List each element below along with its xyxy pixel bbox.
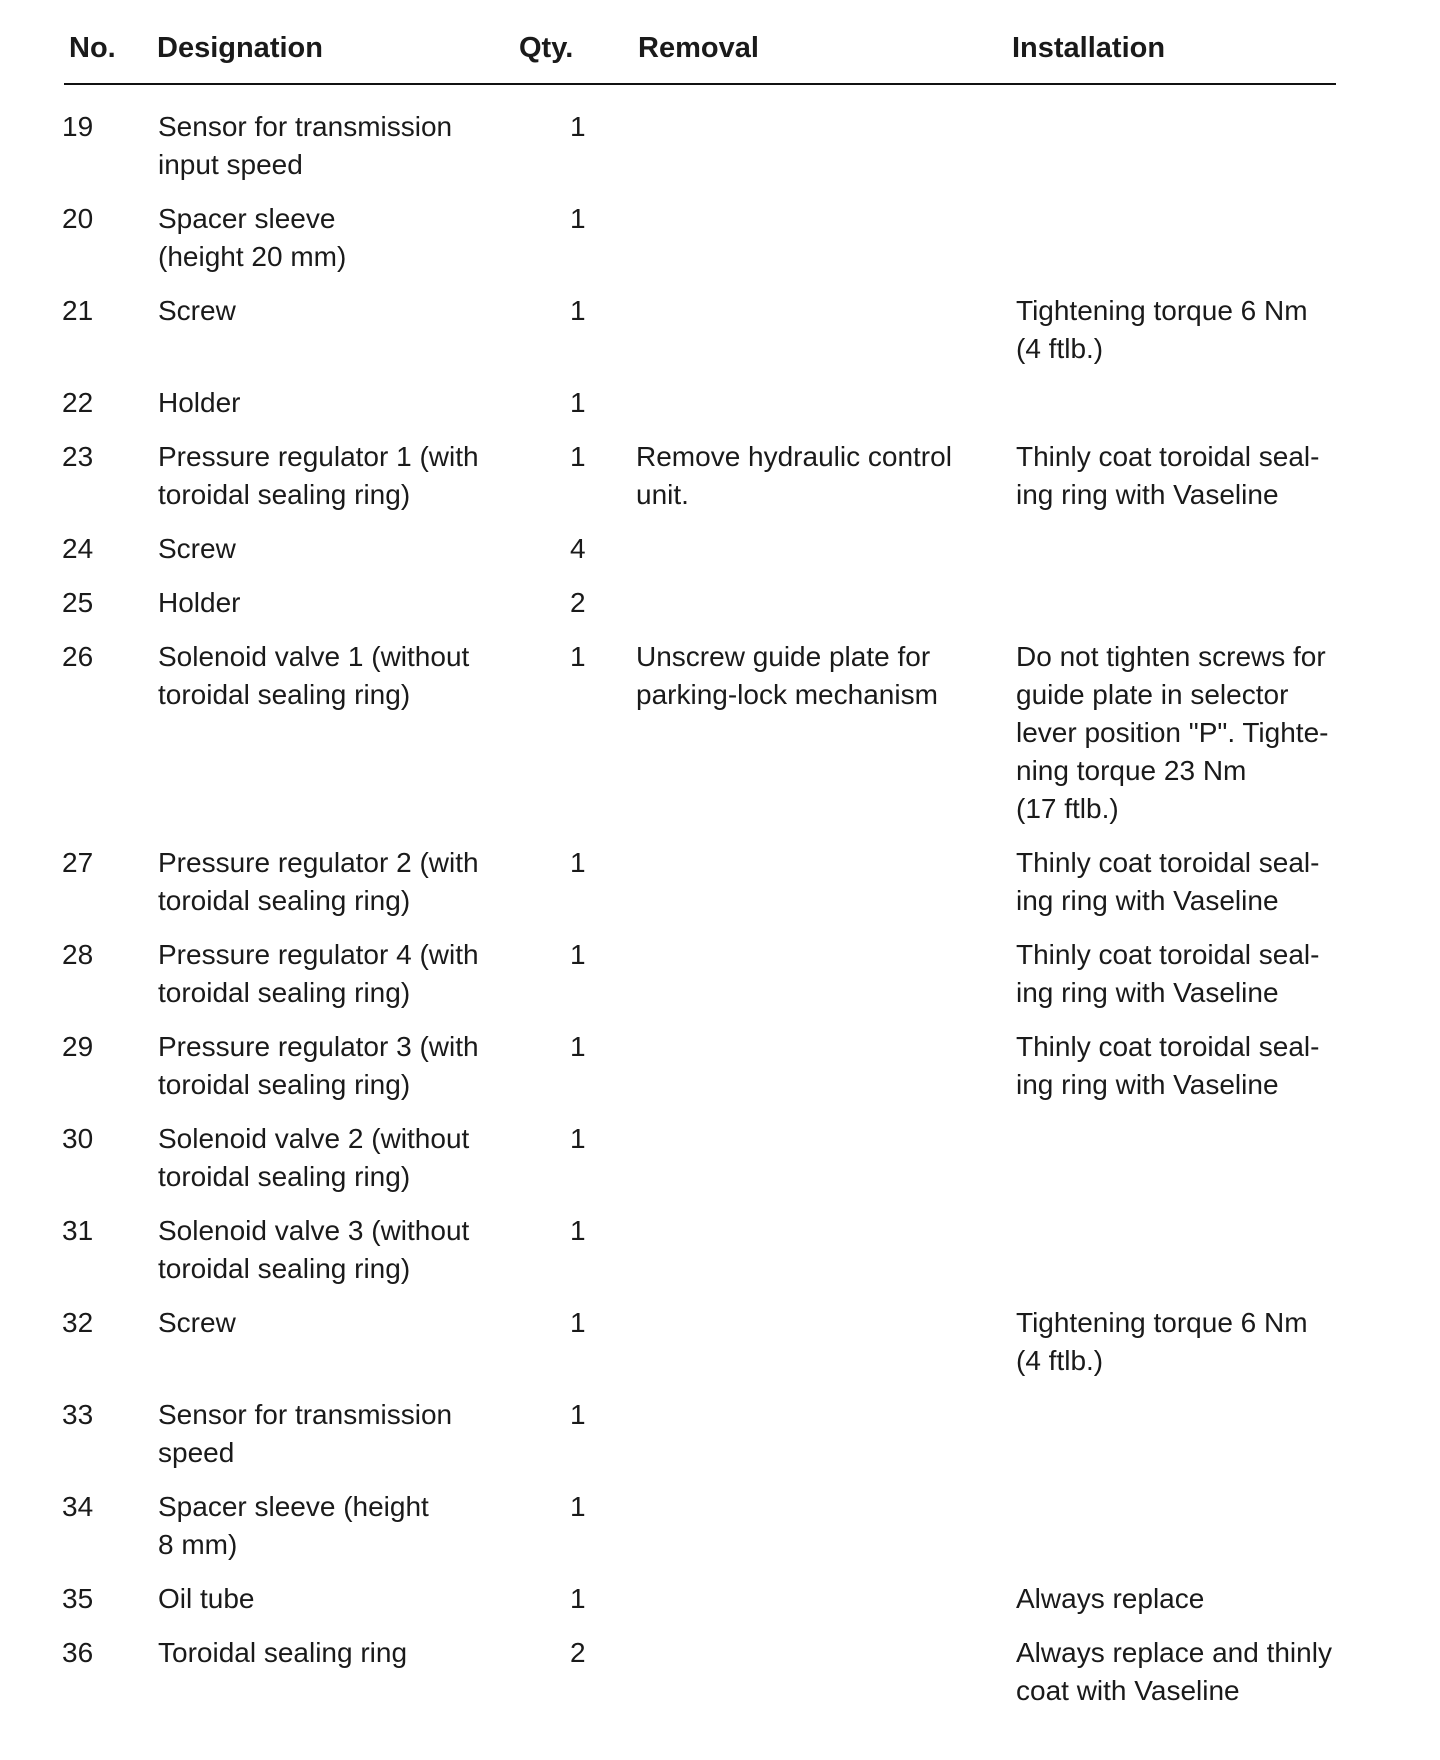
table-row — [0, 1120, 1440, 1196]
row-no: 24 — [62, 533, 94, 564]
row-installation: Thinly coat toroidal seal- ing ring with Vaseline — [1016, 441, 1320, 510]
row-qty: 1 — [570, 1031, 586, 1062]
row-removal: Unscrew guide plate for parking-lock mechanism — [636, 641, 938, 710]
row-installation: Thinly coat toroidal seal- ing ring with Vaseline — [1016, 1031, 1320, 1100]
table-row — [0, 638, 1440, 828]
row-qty: 2 — [570, 1637, 586, 1668]
header-divider — [64, 83, 1336, 85]
row-qty: 1 — [570, 295, 586, 326]
row-no: 35 — [62, 1583, 94, 1614]
table-row — [0, 384, 1440, 422]
row-no: 31 — [62, 1215, 94, 1246]
row-qty: 1 — [570, 939, 586, 970]
row-no: 21 — [62, 295, 94, 326]
table-row — [0, 1028, 1440, 1104]
table-row — [0, 438, 1440, 514]
row-qty: 1 — [570, 1399, 586, 1430]
row-qty: 1 — [570, 1215, 586, 1246]
row-installation: Always replace and thinly coat with Vaseline — [1016, 1637, 1332, 1706]
header-installation: Installation — [1012, 32, 1166, 64]
row-designation: Sensor for transmission input speed — [158, 111, 453, 180]
table-row — [0, 530, 1440, 568]
row-designation: Screw — [158, 1307, 236, 1338]
row-no: 19 — [62, 111, 94, 142]
header-qty: Qty. — [519, 32, 574, 64]
table-row — [0, 1396, 1440, 1472]
row-qty: 1 — [570, 203, 586, 234]
row-designation: Solenoid valve 2 (without toroidal sealing ring) — [158, 1123, 470, 1192]
row-designation: Holder — [158, 587, 241, 618]
row-qty: 1 — [570, 641, 586, 672]
row-qty: 1 — [570, 111, 586, 142]
row-qty: 1 — [570, 387, 586, 418]
table-row — [0, 1304, 1440, 1380]
row-designation: Screw — [158, 295, 236, 326]
row-designation: Pressure regulator 1 (with toroidal sealing ring) — [158, 441, 479, 510]
row-qty: 1 — [570, 1583, 586, 1614]
row-no: 20 — [62, 203, 94, 234]
row-qty: 1 — [570, 1123, 586, 1154]
row-designation: Screw — [158, 533, 236, 564]
table-row — [0, 844, 1440, 920]
row-installation: Always replace — [1016, 1583, 1205, 1614]
row-installation: Tightening torque 6 Nm (4 ftlb.) — [1016, 295, 1308, 364]
row-no: 28 — [62, 939, 94, 970]
row-designation: Pressure regulator 2 (with toroidal sealing ring) — [158, 847, 479, 916]
row-qty: 2 — [570, 587, 586, 618]
row-installation: Thinly coat toroidal seal- ing ring with Vaseline — [1016, 847, 1320, 916]
row-no: 23 — [62, 441, 94, 472]
header-designation: Designation — [157, 32, 323, 64]
row-qty: 1 — [570, 1491, 586, 1522]
row-qty: 1 — [570, 441, 586, 472]
row-no: 33 — [62, 1399, 94, 1430]
header-removal: Removal — [638, 32, 759, 64]
row-qty: 1 — [570, 847, 586, 878]
table-row — [0, 108, 1440, 184]
row-designation: Pressure regulator 4 (with toroidal sealing ring) — [158, 939, 479, 1008]
row-installation: Tightening torque 6 Nm (4 ftlb.) — [1016, 1307, 1308, 1376]
row-no: 26 — [62, 641, 94, 672]
row-no: 30 — [62, 1123, 94, 1154]
row-no: 25 — [62, 587, 94, 618]
row-designation: Sensor for transmission speed — [158, 1399, 453, 1468]
row-designation: Solenoid valve 3 (without toroidal sealing ring) — [158, 1215, 470, 1284]
row-designation: Holder — [158, 387, 241, 418]
table-row — [0, 1212, 1440, 1288]
row-designation: Toroidal sealing ring — [158, 1637, 408, 1668]
row-designation: Spacer sleeve (height 8 mm) — [158, 1491, 429, 1560]
table-row — [0, 1634, 1440, 1710]
row-qty: 4 — [570, 533, 586, 564]
row-installation: Thinly coat toroidal seal- ing ring with Vaseline — [1016, 939, 1320, 1008]
header-no: No. — [69, 32, 116, 64]
row-designation: Oil tube — [158, 1583, 255, 1614]
row-designation: Spacer sleeve (height 20 mm) — [158, 203, 347, 272]
row-no: 29 — [62, 1031, 94, 1062]
row-no: 22 — [62, 387, 94, 418]
row-no: 34 — [62, 1491, 94, 1522]
row-designation: Solenoid valve 1 (without toroidal sealing ring) — [158, 641, 470, 710]
table-row — [0, 936, 1440, 1012]
row-no: 27 — [62, 847, 94, 878]
table-row — [0, 292, 1440, 368]
table-row — [0, 1488, 1440, 1564]
row-designation: Pressure regulator 3 (with toroidal sealing ring) — [158, 1031, 479, 1100]
row-removal: Remove hydraulic control unit. — [636, 441, 952, 510]
table-header-row — [0, 32, 1440, 72]
row-no: 36 — [62, 1637, 94, 1668]
table-row — [0, 584, 1440, 622]
row-installation: Do not tighten screws for guide plate in selector lever position "P". Tighte- ning torque 23 Nm (17 ftlb.) — [1016, 641, 1329, 824]
table-body — [0, 108, 1440, 1726]
row-no: 32 — [62, 1307, 94, 1338]
table-row — [0, 1580, 1440, 1618]
row-qty: 1 — [570, 1307, 586, 1338]
table-row — [0, 200, 1440, 276]
